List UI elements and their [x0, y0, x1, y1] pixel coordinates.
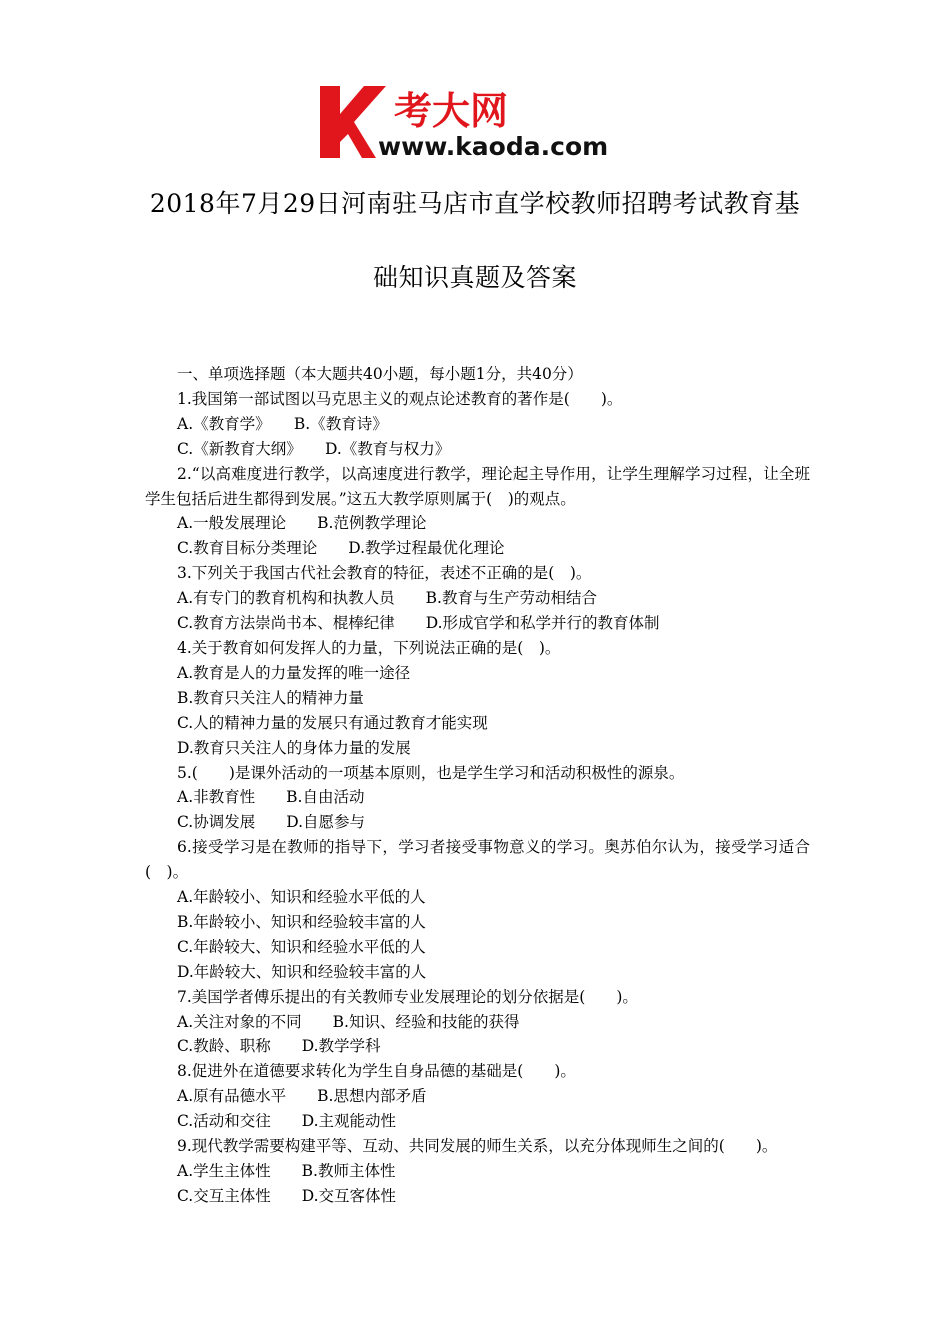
text-line: C.教龄、职称 D.教学学科	[177, 1037, 381, 1056]
text-line: 7.美国学者傅乐提出的有关教师专业发展理论的划分依据是( )。	[177, 987, 638, 1006]
document-title-line-1: 2018年7月29日河南驻马店市直学校教师招聘考试教育基	[149, 189, 801, 218]
text-line: C.教育目标分类理论 D.教学过程最优化理论	[177, 539, 505, 558]
text-line: 1.我国第一部试图以马克思主义的观点论述教育的著作是( )。	[177, 389, 623, 408]
text-line: C.活动和交往 D.主观能动性	[177, 1112, 397, 1131]
text-line: 3.下列关于我国古代社会教育的特征，表述不正确的是( )。	[177, 564, 592, 583]
question-list	[145, 362, 810, 1209]
text-line: A.关注对象的不同 B.知识、经验和技能的获得	[177, 1012, 520, 1031]
text-line: A.年龄较小、知识和经验水平低的人	[177, 888, 426, 907]
text-line: A.有专门的教育机构和执教人员 B.教育与生产劳动相结合	[177, 589, 597, 608]
text-line: C.教育方法崇尚书本、棍棒纪律 D.形成官学和私学并行的教育体制	[177, 614, 660, 633]
text-line: A.非教育性 B.自由活动	[177, 788, 365, 807]
text-line: A.《教育学》 B.《教育诗》	[177, 414, 388, 433]
text-line: C.年龄较大、知识和经验水平低的人	[177, 937, 426, 956]
logo-url-text: www.kaoda.com	[378, 132, 609, 161]
text-line: A.原有品德水平 B.思想内部矛盾	[177, 1087, 427, 1106]
text-line: C.交互主体性 D.交互客体性	[177, 1186, 397, 1205]
text-line: C.协调发展 D.自愿参与	[177, 813, 366, 832]
text-line: D.年龄较大、知识和经验较丰富的人	[177, 962, 427, 981]
kaoda-logo[interactable]	[318, 82, 640, 162]
text-line: A.教育是人的力量发挥的唯一途径	[177, 663, 411, 682]
text-line: C.人的精神力量的发展只有通过教育才能实现	[177, 713, 488, 732]
logo-graphic	[318, 82, 640, 162]
text-line: A.一般发展理论 B.范例教学理论	[177, 514, 427, 533]
text-line: 6.接受学习是在教师的指导下，学习者接受事物意义的学习。奥苏伯尔认为，接受学习适合( )。	[145, 838, 810, 882]
text-line: 5.( )是课外活动的一项基本原则，也是学生学习和活动积极性的源泉。	[177, 763, 685, 782]
logo-brand-text: 考大网	[394, 89, 509, 133]
text-line: A.学生主体性 B.教师主体性	[177, 1162, 396, 1180]
text-line: 8.促进外在道德要求转化为学生自身品德的基础是( )。	[177, 1062, 576, 1081]
text-line: C.《新教育大纲》 D.《教育与权力》	[177, 439, 451, 458]
logo-k-mark	[320, 86, 386, 158]
text-line: D.教育只关注人的身体力量的发展	[177, 738, 411, 757]
document-title-line-2: 础知识真题及答案	[372, 263, 577, 292]
text-line: 2.“以高难度进行教学，以高速度进行教学，理论起主导作用，让学生理解学习过程，让全班学生包括后进生都得到发展。”这五大教学原则属于( )的观点。	[145, 464, 810, 508]
text-line: 一、单项选择题（本大题共40小题，每小题1分，共40分）	[177, 365, 583, 383]
text-line: 4.关于教育如何发挥人的力量，下列说法正确的是( )。	[177, 638, 561, 657]
text-line: B.年龄较小、知识和经验较丰富的人	[177, 912, 426, 931]
text-line: 9.现代教学需要构建平等、互动、共同发展的师生关系，以充分体现师生之间的( )。	[177, 1137, 778, 1156]
text-line: B.教育只关注人的精神力量	[177, 688, 364, 707]
